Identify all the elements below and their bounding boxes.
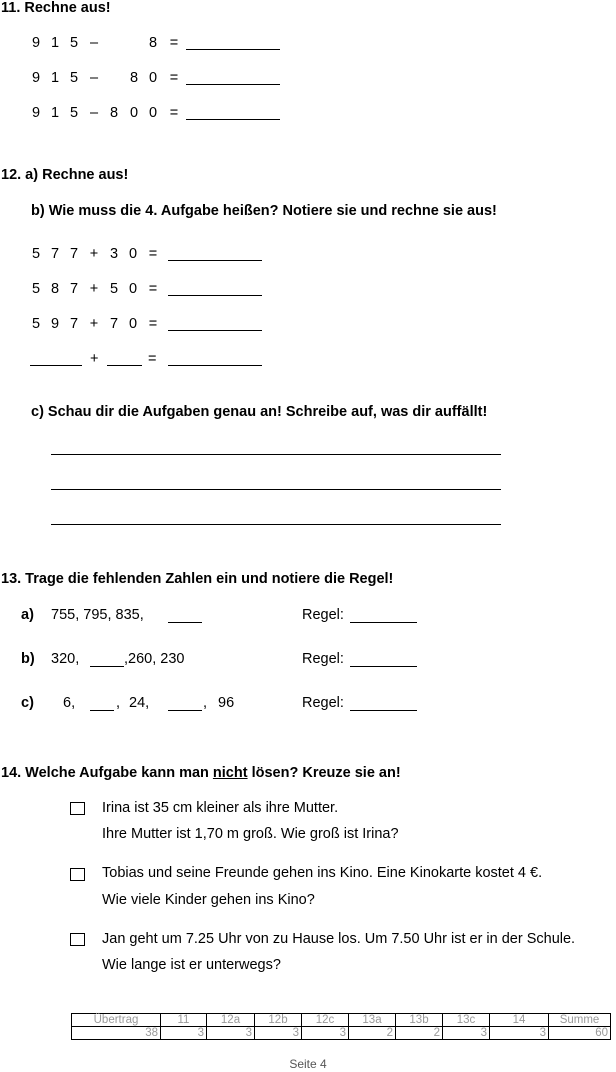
score-header-summe: Summe [549, 1014, 611, 1027]
q12-r3-c4: + [89, 316, 99, 332]
q12-r3-c6: 0 [128, 316, 138, 332]
q13-c-rule-label: Regel: [302, 695, 344, 711]
score-value-13a [349, 1027, 396, 1040]
q14-option-2-checkbox[interactable] [70, 868, 85, 881]
q12-row4-answer-line[interactable] [168, 365, 262, 366]
score-header-13b: 13b [396, 1014, 443, 1027]
q13-c-first: 6, [63, 695, 76, 711]
score-value-uebertrag [72, 1027, 161, 1040]
q13-c-last: 96 [218, 695, 235, 711]
q12-r2-c7: = [148, 281, 158, 297]
q12-r1-c5: 3 [109, 246, 119, 262]
q13-a-blank[interactable] [168, 622, 202, 623]
q12-title: 12. a) Rechne aus! [1, 167, 129, 183]
q14-option-1-line-2: Ihre Mutter ist 1,70 m groß. Wie groß ist Irina? [102, 826, 399, 842]
q12-answer-line-2[interactable] [168, 295, 262, 296]
score-value-row [72, 1027, 611, 1040]
q11-r3-c5: 8 [109, 105, 119, 121]
q13-c-rule-line[interactable] [350, 710, 417, 711]
q14-title-pre: 14. Welche Aufgabe kann man [1, 765, 213, 781]
q11-r3-c3: 5 [69, 105, 79, 121]
score-header-12c: 12c [302, 1014, 349, 1027]
q12-c-writing-line-2[interactable] [51, 489, 501, 490]
q12-row4-blank-2[interactable] [107, 365, 142, 366]
q11-r2-c8: = [169, 70, 179, 86]
q14-option-2-line-2: Wie viele Kinder gehen ins Kino? [102, 892, 315, 908]
q14-title [1, 765, 401, 781]
q11-r1-c7: 8 [148, 35, 158, 51]
q14-title-post: lösen? Kreuze sie an! [247, 765, 401, 781]
q14-option-2-line-1: Tobias und seine Freunde gehen ins Kino. Eine Kinokarte kostet 4 €. [102, 865, 543, 881]
q11-r2-c3: 5 [69, 70, 79, 86]
q11-r2-c1: 9 [31, 70, 41, 86]
q12-answer-line-3[interactable] [168, 330, 262, 331]
q14-option-3-checkbox[interactable] [70, 933, 85, 946]
score-header-uebertrag: Übertrag [72, 1014, 161, 1027]
q11-r3-c8: = [169, 105, 179, 121]
score-value-13b-text: 2 [433, 1027, 440, 1039]
q12-row4-blank-1[interactable] [30, 365, 82, 366]
q13-a-rule-label: Regel: [302, 607, 344, 623]
q13-c-blank-2[interactable] [168, 710, 202, 711]
q11-r1-c3: 5 [69, 35, 79, 51]
q13-a-label: a) [21, 607, 34, 623]
q11-r1-c1: 9 [31, 35, 41, 51]
q13-a-rule-line[interactable] [350, 622, 417, 623]
q12-r2-c5: 5 [109, 281, 119, 297]
q12-r2-c2: 8 [50, 281, 60, 297]
score-value-13c-text: 3 [480, 1027, 487, 1039]
q13-b-rule-line[interactable] [350, 666, 417, 667]
q12-r3-c2: 9 [50, 316, 60, 332]
q14-option-3-line-2: Wie lange ist er unterwegs? [102, 957, 281, 973]
q12-r3-c3: 7 [69, 316, 79, 332]
q11-r3-c7: 0 [148, 105, 158, 121]
q12-row4-equals: = [148, 351, 157, 367]
q13-b-rule-label: Regel: [302, 651, 344, 667]
q13-b-rest: ,260, 230 [124, 651, 185, 667]
q13-c-comma-2: , [203, 695, 208, 711]
q12-r3-c1: 5 [31, 316, 41, 332]
q13-c-blank-1[interactable] [90, 710, 114, 711]
score-header-13c: 13c [443, 1014, 490, 1027]
q13-b-first: 320, [51, 651, 80, 667]
score-value-13b [396, 1027, 443, 1040]
score-header-row [72, 1014, 611, 1027]
q14-option-1-checkbox[interactable] [70, 802, 85, 815]
q13-c-label: c) [21, 695, 34, 711]
q11-answer-line-3[interactable] [186, 119, 280, 120]
score-value-12b-text: 3 [292, 1027, 299, 1039]
q11-r3-c2: 1 [50, 105, 60, 121]
q13-b-label: b) [21, 651, 35, 667]
q11-title: 11. Rechne aus! [1, 0, 111, 16]
q13-title: 13. Trage die fehlenden Zahlen ein und notiere die Regel! [1, 571, 394, 587]
score-value-12c [302, 1027, 349, 1040]
score-value-12b [255, 1027, 302, 1040]
score-value-summe-text: 60 [595, 1027, 608, 1039]
q12-r2-c6: 0 [128, 281, 138, 297]
q12-r1-c2: 7 [50, 246, 60, 262]
score-value-12c-text: 3 [339, 1027, 346, 1039]
score-value-12a [207, 1027, 255, 1040]
q12-c-writing-line-3[interactable] [51, 524, 501, 525]
q14-option-1-line-1: Irina ist 35 cm kleiner als ihre Mutter. [102, 800, 339, 816]
q11-r1-c2: 1 [50, 35, 60, 51]
score-value-14 [490, 1027, 549, 1040]
q11-answer-line-2[interactable] [186, 84, 280, 85]
q13-a-sequence: 755, 795, 835, [51, 607, 144, 623]
score-value-uebertrag-text: 38 [145, 1027, 158, 1039]
q11-answer-line-1[interactable] [186, 49, 280, 50]
score-value-14-text: 3 [539, 1027, 546, 1039]
q11-r1-c4: – [89, 35, 99, 51]
q12-r2-c4: + [89, 281, 99, 297]
q11-r3-c4: – [89, 105, 99, 121]
q11-r2-c6: 8 [129, 70, 139, 86]
q13-c-mid: 24, [129, 695, 150, 711]
score-value-13c [443, 1027, 490, 1040]
q11-r2-c2: 1 [50, 70, 60, 86]
q12-r1-c3: 7 [69, 246, 79, 262]
q12-r1-c4: + [89, 246, 99, 262]
q12-r2-c3: 7 [69, 281, 79, 297]
q14-title-underlined: nicht [212, 765, 248, 781]
q13-b-blank[interactable] [90, 666, 124, 667]
score-table [71, 1013, 611, 1040]
q12-r3-c5: 7 [109, 316, 119, 332]
q13-c-comma-1: , [116, 695, 121, 711]
q12-r2-c1: 5 [31, 281, 41, 297]
score-header-14: 14 [490, 1014, 549, 1027]
score-header-13a: 13a [349, 1014, 396, 1027]
q12-r1-c1: 5 [31, 246, 41, 262]
q12-b-text: b) Wie muss die 4. Aufgabe heißen? Notiere sie und rechne sie aus! [31, 203, 497, 219]
q12-answer-line-1[interactable] [168, 260, 262, 261]
page-number: Seite 4 [289, 1057, 327, 1071]
q12-row4-plus: + [90, 351, 99, 367]
score-value-11 [161, 1027, 207, 1040]
score-value-11-text: 3 [197, 1027, 204, 1039]
q11-r2-c4: – [89, 70, 99, 86]
score-value-summe [549, 1027, 611, 1040]
score-value-12a-text: 3 [245, 1027, 252, 1039]
q12-r1-c7: = [148, 246, 158, 262]
q12-r3-c7: = [148, 316, 158, 332]
score-header-12a: 12a [207, 1014, 255, 1027]
score-header-11: 11 [161, 1014, 207, 1027]
score-header-12b: 12b [255, 1014, 302, 1027]
q12-c-text: c) Schau dir die Aufgaben genau an! Schreibe auf, was dir auffällt! [31, 404, 488, 420]
q12-r1-c6: 0 [128, 246, 138, 262]
q14-option-3-line-1: Jan geht um 7.25 Uhr von zu Hause los. Um 7.50 Uhr ist er in der Schule. [102, 931, 576, 947]
q11-r3-c1: 9 [31, 105, 41, 121]
q11-r1-c8: = [169, 35, 179, 51]
q11-r3-c6: 0 [129, 105, 139, 121]
q12-c-writing-line-1[interactable] [51, 454, 501, 455]
q11-r2-c7: 0 [148, 70, 158, 86]
score-value-13a-text: 2 [386, 1027, 393, 1039]
